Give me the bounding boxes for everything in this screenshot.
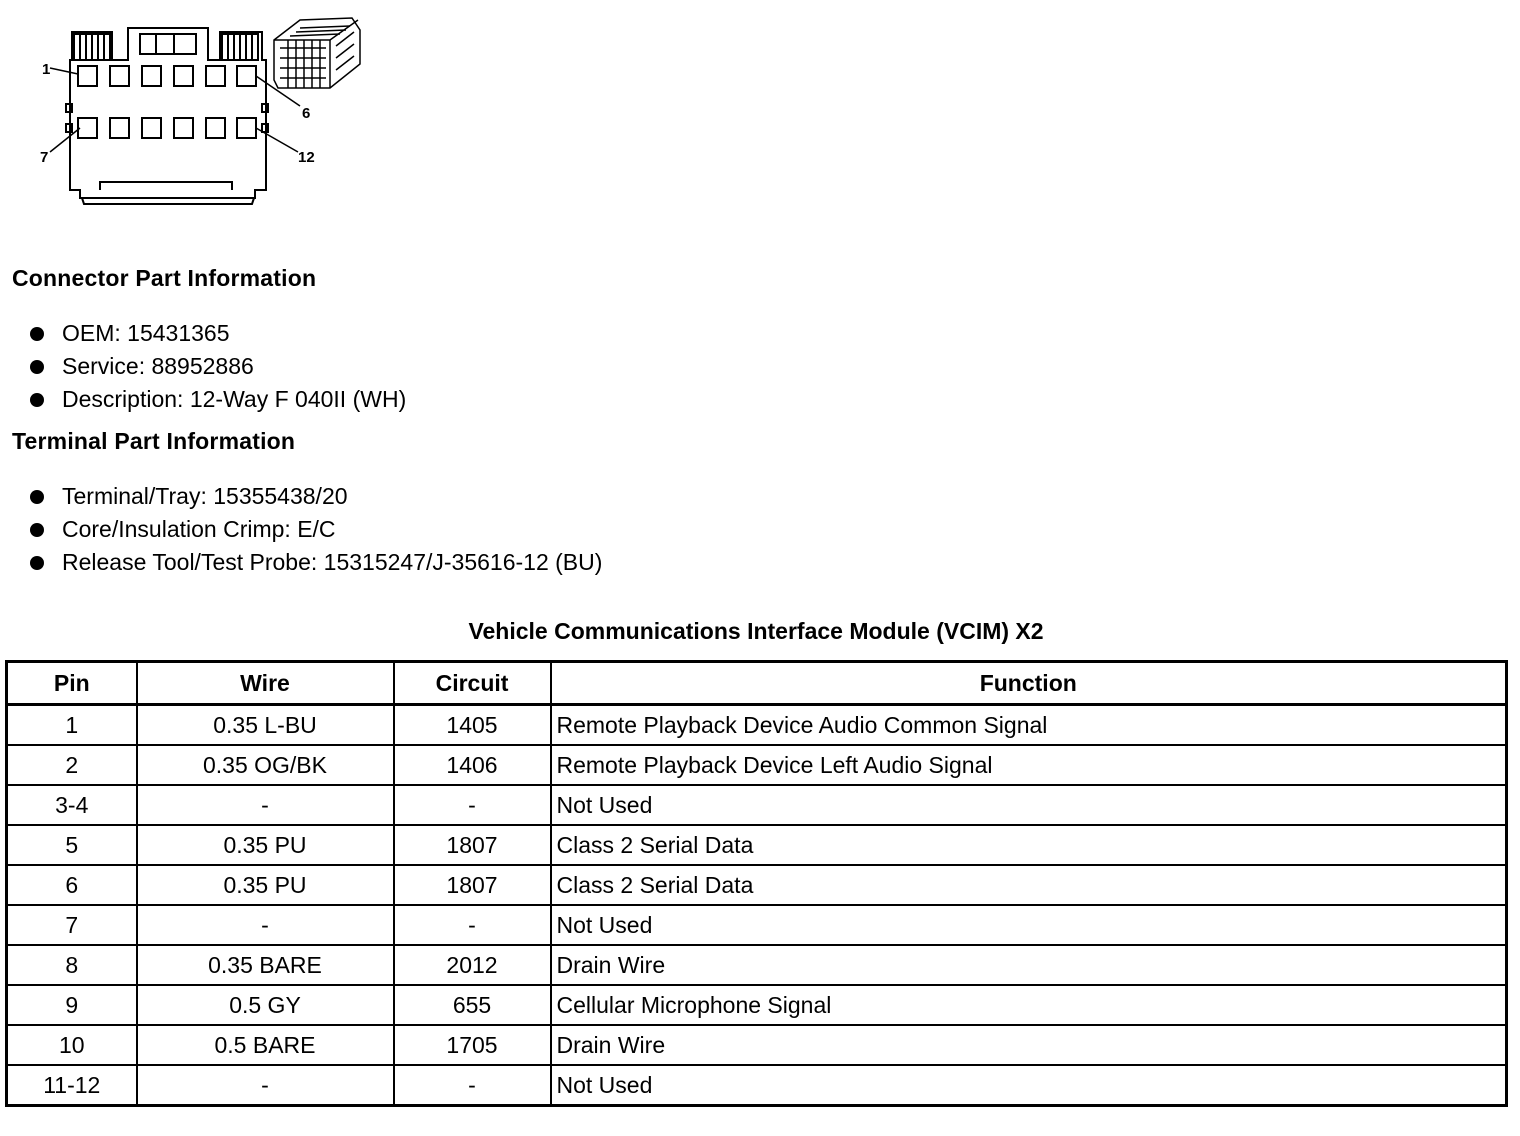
table-row: [7, 945, 1507, 985]
table-row: [7, 705, 1507, 746]
cell-circuit: -: [394, 785, 551, 825]
cell-pin: 1: [7, 705, 137, 746]
table-row: [7, 985, 1507, 1025]
header-function: Function: [551, 662, 1507, 705]
cell-wire: 0.35 PU: [137, 865, 394, 905]
cell-pin: 6: [7, 865, 137, 905]
list-item: [28, 546, 602, 579]
cell-circuit: -: [394, 1065, 551, 1106]
cell-wire: -: [137, 1065, 394, 1106]
cell-circuit: 1807: [394, 825, 551, 865]
bullet-icon: [30, 523, 44, 537]
cell-wire: 0.5 GY: [137, 985, 394, 1025]
connector-oem-text: OEM: 15431365: [62, 320, 230, 346]
list-item: [28, 383, 406, 416]
bullet-icon: [30, 327, 44, 341]
pin-cavities: [78, 66, 256, 138]
connector-body: [66, 28, 268, 204]
cell-pin: 11-12: [7, 1065, 137, 1106]
connector-diagram: [0, 0, 380, 215]
cell-function: Class 2 Serial Data: [551, 825, 1507, 865]
header-wire: Wire: [137, 662, 394, 705]
cell-circuit: 1405: [394, 705, 551, 746]
terminal-part-info-list: [28, 480, 602, 579]
cell-wire: 0.35 OG/BK: [137, 745, 394, 785]
cell-circuit: 655: [394, 985, 551, 1025]
pin-table: [5, 660, 1508, 1107]
pin-label-12: 12: [298, 149, 315, 166]
cell-circuit: 1807: [394, 865, 551, 905]
table-header-row: [7, 662, 1507, 705]
cell-circuit: 2012: [394, 945, 551, 985]
connector-description-text: Description: 12-Way F 040II (WH): [62, 386, 407, 412]
table-row: [7, 905, 1507, 945]
pin-label-7: 7: [40, 149, 49, 166]
table-row: [7, 1065, 1507, 1106]
cell-function: Class 2 Serial Data: [551, 865, 1507, 905]
table-row: [7, 1025, 1507, 1065]
cell-pin: 10: [7, 1025, 137, 1065]
cell-wire: 0.35 PU: [137, 825, 394, 865]
table-row: [7, 745, 1507, 785]
terminal-part-info-heading: Terminal Part Information: [12, 428, 296, 454]
cell-pin: 3-4: [7, 785, 137, 825]
connector-part-info-list: [28, 317, 406, 416]
cell-circuit: 1705: [394, 1025, 551, 1065]
list-item: [28, 317, 406, 350]
cell-pin: 9: [7, 985, 137, 1025]
cell-circuit: -: [394, 905, 551, 945]
cell-function: Remote Playback Device Audio Common Signal: [551, 705, 1507, 746]
bullet-icon: [30, 360, 44, 374]
table-row: [7, 785, 1507, 825]
terminal-release-tool-text: Release Tool/Test Probe: 15315247/J-35616-12 (BU): [62, 549, 603, 575]
cell-function: Not Used: [551, 785, 1507, 825]
bullet-icon: [30, 556, 44, 570]
cell-pin: 8: [7, 945, 137, 985]
bullet-icon: [30, 393, 44, 407]
table-row: [7, 865, 1507, 905]
pin-label-1: 1: [42, 61, 51, 78]
terminal-tray-text: Terminal/Tray: 15355438/20: [62, 483, 348, 509]
cell-wire: 0.35 BARE: [137, 945, 394, 985]
list-item: [28, 350, 406, 383]
cell-function: Drain Wire: [551, 945, 1507, 985]
list-item: [28, 480, 602, 513]
table-row: [7, 825, 1507, 865]
cell-function: Remote Playback Device Left Audio Signal: [551, 745, 1507, 785]
cell-circuit: 1406: [394, 745, 551, 785]
header-pin: Pin: [7, 662, 137, 705]
cell-wire: 0.35 L-BU: [137, 705, 394, 746]
cell-wire: 0.5 BARE: [137, 1025, 394, 1065]
cell-pin: 5: [7, 825, 137, 865]
list-item: [28, 513, 602, 546]
cell-function: Not Used: [551, 1065, 1507, 1106]
header-circuit: Circuit: [394, 662, 551, 705]
cell-wire: -: [137, 785, 394, 825]
connector-part-info-heading: Connector Part Information: [12, 265, 317, 291]
connector-isometric-view: [274, 18, 360, 88]
cell-function: Not Used: [551, 905, 1507, 945]
cell-wire: -: [137, 905, 394, 945]
cell-pin: 2: [7, 745, 137, 785]
pin-label-6: 6: [302, 105, 311, 122]
cell-function: Drain Wire: [551, 1025, 1507, 1065]
terminal-crimp-text: Core/Insulation Crimp: E/C: [62, 516, 336, 542]
cell-pin: 7: [7, 905, 137, 945]
table-title: Vehicle Communications Interface Module (VCIM) X2: [468, 618, 1044, 644]
connector-service-text: Service: 88952886: [62, 353, 254, 379]
cell-function: Cellular Microphone Signal: [551, 985, 1507, 1025]
bullet-icon: [30, 490, 44, 504]
